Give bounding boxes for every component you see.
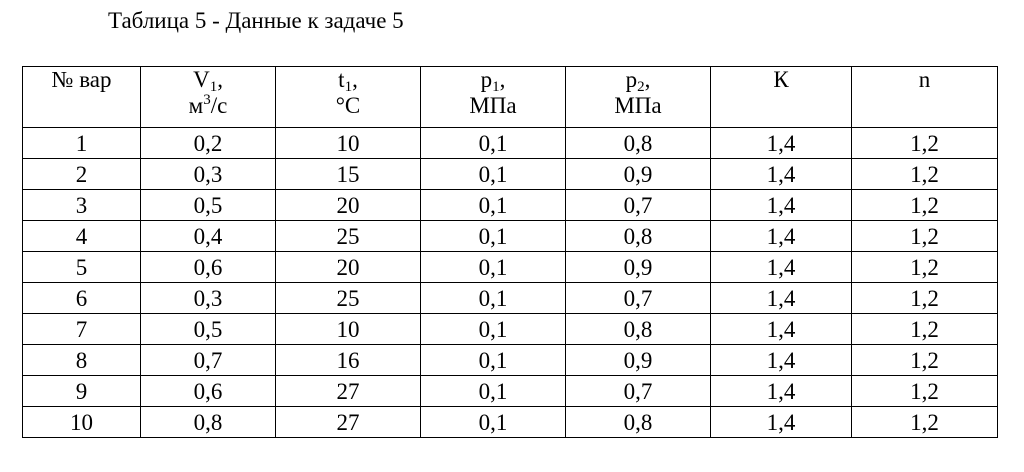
header-volume-symbol: V [193,67,210,92]
header-pressure-2 [566,67,711,128]
header-pressure-1-subscript: 1 [492,79,500,95]
table-cell-volume: 0,7 [141,345,276,376]
table-row [23,159,998,190]
header-pressure-1-symbol: p [480,67,493,92]
table-cell-n: 1,2 [852,376,998,407]
table-cell-temperature: 27 [276,407,421,438]
table-cell-k: 1,4 [711,407,852,438]
table-row [23,407,998,438]
table-cell-k: 1,4 [711,283,852,314]
table-cell-pressure-2: 0,9 [566,159,711,190]
table-cell-variant: 3 [23,190,141,221]
table-cell-k: 1,4 [711,252,852,283]
table-cell-n: 1,2 [852,283,998,314]
table-cell-temperature: 20 [276,252,421,283]
table-cell-pressure-2: 0,9 [566,252,711,283]
table-cell-n: 1,2 [852,345,998,376]
table-cell-volume: 0,6 [141,252,276,283]
table-cell-variant: 2 [23,159,141,190]
header-volume-comma: , [217,67,223,92]
header-row [23,67,998,128]
header-volume-unit-exponent: 3 [203,92,211,108]
table-cell-temperature: 15 [276,159,421,190]
table-cell-n: 1,2 [852,159,998,190]
table-cell-k: 1,4 [711,376,852,407]
table-cell-pressure-2: 0,7 [566,190,711,221]
table-cell-temperature: 25 [276,221,421,252]
header-pressure-2-unit: МПа [614,93,662,118]
table-row [23,314,998,345]
header-volume-subscript: 1 [209,79,218,95]
table-cell-volume: 0,6 [141,376,276,407]
table-cell-variant: 6 [23,283,141,314]
table-cell-temperature: 20 [276,190,421,221]
table-cell-variant: 1 [23,128,141,159]
table-cell-n: 1,2 [852,252,998,283]
table-row [23,345,998,376]
table-cell-pressure-2: 0,8 [566,221,711,252]
table-cell-n: 1,2 [852,314,998,345]
header-pressure-1-comma: , [499,67,506,92]
table-cell-pressure-1: 0,1 [421,252,566,283]
table-cell-pressure-1: 0,1 [421,159,566,190]
table-cell-k: 1,4 [711,314,852,345]
header-temperature-unit: °С [335,93,361,118]
table-row [23,376,998,407]
header-pressure-1 [421,67,566,128]
table-cell-pressure-1: 0,1 [421,221,566,252]
table-cell-pressure-1: 0,1 [421,283,566,314]
table-cell-pressure-1: 0,1 [421,190,566,221]
table-cell-volume: 0,2 [141,128,276,159]
header-volume-unit-rest: /с [210,93,228,118]
table-cell-volume: 0,5 [141,314,276,345]
header-pressure-2-comma: , [644,67,651,92]
table-cell-pressure-1: 0,1 [421,314,566,345]
table-cell-n: 1,2 [852,190,998,221]
table-cell-temperature: 10 [276,128,421,159]
header-pressure-1-unit: МПа [469,93,517,118]
table-cell-volume: 0,8 [141,407,276,438]
table-cell-pressure-2: 0,7 [566,283,711,314]
header-variant-number [23,67,141,128]
table-cell-variant: 9 [23,376,141,407]
table-cell-pressure-2: 0,7 [566,376,711,407]
table-cell-pressure-1: 0,1 [421,376,566,407]
table-cell-k: 1,4 [711,128,852,159]
table-cell-n: 1,2 [852,128,998,159]
table-row [23,252,998,283]
table-cell-volume: 0,5 [141,190,276,221]
header-adiabatic-index [711,67,852,128]
table-cell-pressure-2: 0,8 [566,314,711,345]
table-cell-pressure-1: 0,1 [421,407,566,438]
header-volume-unit-base: м [188,93,204,118]
table-cell-pressure-1: 0,1 [421,128,566,159]
table-cell-variant: 4 [23,221,141,252]
table-cell-n: 1,2 [852,407,998,438]
header-temperature [276,67,421,128]
table-row [23,190,998,221]
header-volume-flow [141,67,276,128]
header-adiabatic-index-label: К [773,67,789,92]
table-cell-volume: 0,4 [141,221,276,252]
table-cell-k: 1,4 [711,190,852,221]
table-cell-pressure-2: 0,8 [566,407,711,438]
table-cell-pressure-2: 0,8 [566,128,711,159]
table-cell-k: 1,4 [711,159,852,190]
table-cell-k: 1,4 [711,221,852,252]
header-variant-number-label: № вар [51,67,112,92]
table-row [23,128,998,159]
table-row [23,221,998,252]
table-cell-k: 1,4 [711,345,852,376]
table-cell-volume: 0,3 [141,159,276,190]
table-cell-temperature: 27 [276,376,421,407]
table-caption: Таблица 5 - Данные к задаче 5 [108,8,404,33]
table-cell-variant: 5 [23,252,141,283]
header-polytropic-index [852,67,998,128]
header-temperature-comma: , [352,67,358,92]
table-cell-pressure-1: 0,1 [421,345,566,376]
header-pressure-2-symbol: p [625,67,638,92]
table-cell-variant: 10 [23,407,141,438]
header-polytropic-index-label: n [918,67,931,92]
table-cell-temperature: 25 [276,283,421,314]
table-cell-temperature: 16 [276,345,421,376]
table-cell-volume: 0,3 [141,283,276,314]
table-row [23,283,998,314]
table-cell-temperature: 10 [276,314,421,345]
table-cell-pressure-2: 0,9 [566,345,711,376]
header-temperature-symbol: t [338,67,345,92]
data-table [22,66,998,438]
header-pressure-2-subscript: 2 [637,79,645,95]
table-cell-n: 1,2 [852,221,998,252]
table-cell-variant: 7 [23,314,141,345]
table-cell-variant: 8 [23,345,141,376]
header-temperature-subscript: 1 [344,79,353,95]
